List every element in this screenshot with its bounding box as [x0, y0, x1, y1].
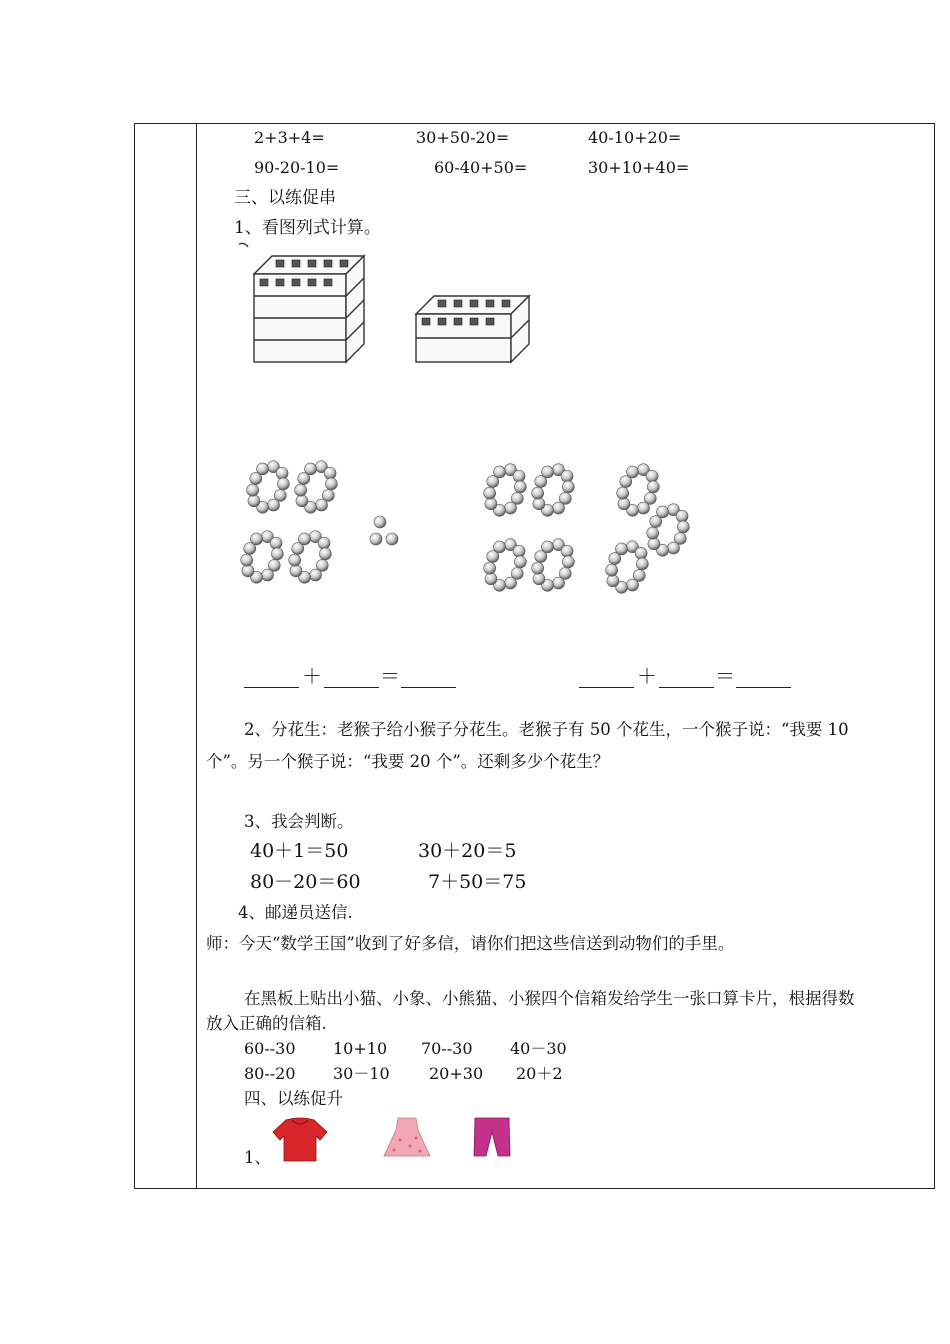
question-text: 1、看图列式计算。 [234, 218, 381, 238]
plus-sign: ＋ [637, 664, 657, 688]
purple-pants-shape [474, 1118, 510, 1156]
warmup-expr: 30+10+40= [588, 158, 690, 177]
bead-group-right [601, 459, 695, 599]
pink-dress-image [384, 1116, 430, 1158]
description-line: 在黑板上贴出小猫、小象、小熊猫、小猴四个信箱发给学生一张口算卡片，根据得数 [244, 989, 855, 1008]
teacher-line: 师：今天“数学王国”收到了好多信，请你们把这些信送到动物们的手里。 [206, 934, 735, 953]
answer-blank[interactable] [244, 667, 299, 688]
section-title: 三、以练促串 [234, 188, 336, 208]
answer-blank[interactable] [659, 667, 714, 688]
purple-pants-image [472, 1116, 512, 1158]
judge-item: 80－20＝60 [250, 871, 361, 893]
question-text: 4、邮递员送信. [238, 903, 353, 922]
warmup-expr: 60-40+50= [434, 158, 528, 177]
judge-item: 7＋50＝75 [428, 871, 527, 893]
equals-sign: ＝ [380, 664, 400, 688]
answer-blank[interactable] [579, 667, 634, 688]
answer-blank[interactable] [324, 667, 379, 688]
warmup-expr: 30+50-20= [416, 128, 510, 147]
card-expr: 30－10 [333, 1064, 390, 1083]
warmup-expr: 40-10+20= [588, 128, 682, 147]
card-expr: 80--20 [244, 1064, 296, 1083]
card-expr: 60--30 [244, 1039, 296, 1058]
question-text: 3、我会判断。 [244, 812, 354, 831]
card-expr: 40－30 [510, 1039, 567, 1058]
answer-blank[interactable] [401, 667, 456, 688]
bead-rings-illustration [0, 0, 950, 620]
description-line: 放入正确的信箱. [206, 1014, 327, 1033]
judge-item: 30＋20＝5 [418, 840, 517, 862]
answer-blank[interactable] [736, 667, 791, 688]
judge-item: 40＋1＝50 [250, 840, 349, 862]
card-expr: 70--30 [421, 1039, 473, 1058]
question-text: 个”。另一个猴子说：“我要 20 个”。还剩多少个花生？ [206, 752, 610, 771]
card-expr: 20+30 [429, 1064, 484, 1083]
equals-sign: ＝ [715, 664, 735, 688]
bead-group-left [236, 456, 398, 589]
bead-group-middle [479, 459, 580, 597]
question-text: 2、分花生：老猴子给小猴子分花生。老猴子有 50 个花生，一个猴子说：“我要 10 [244, 720, 849, 739]
red-shirt-image [272, 1116, 328, 1162]
warmup-expr: 2+3+4= [254, 128, 325, 147]
card-expr: 20＋2 [516, 1064, 563, 1083]
plus-sign: ＋ [302, 664, 322, 688]
card-expr: 10+10 [333, 1039, 388, 1058]
warmup-expr: 90-20-10= [254, 158, 340, 177]
section-title: 四、以练促升 [244, 1089, 343, 1108]
question-label: 1、 [244, 1148, 271, 1167]
pink-dress-shape [384, 1118, 430, 1156]
